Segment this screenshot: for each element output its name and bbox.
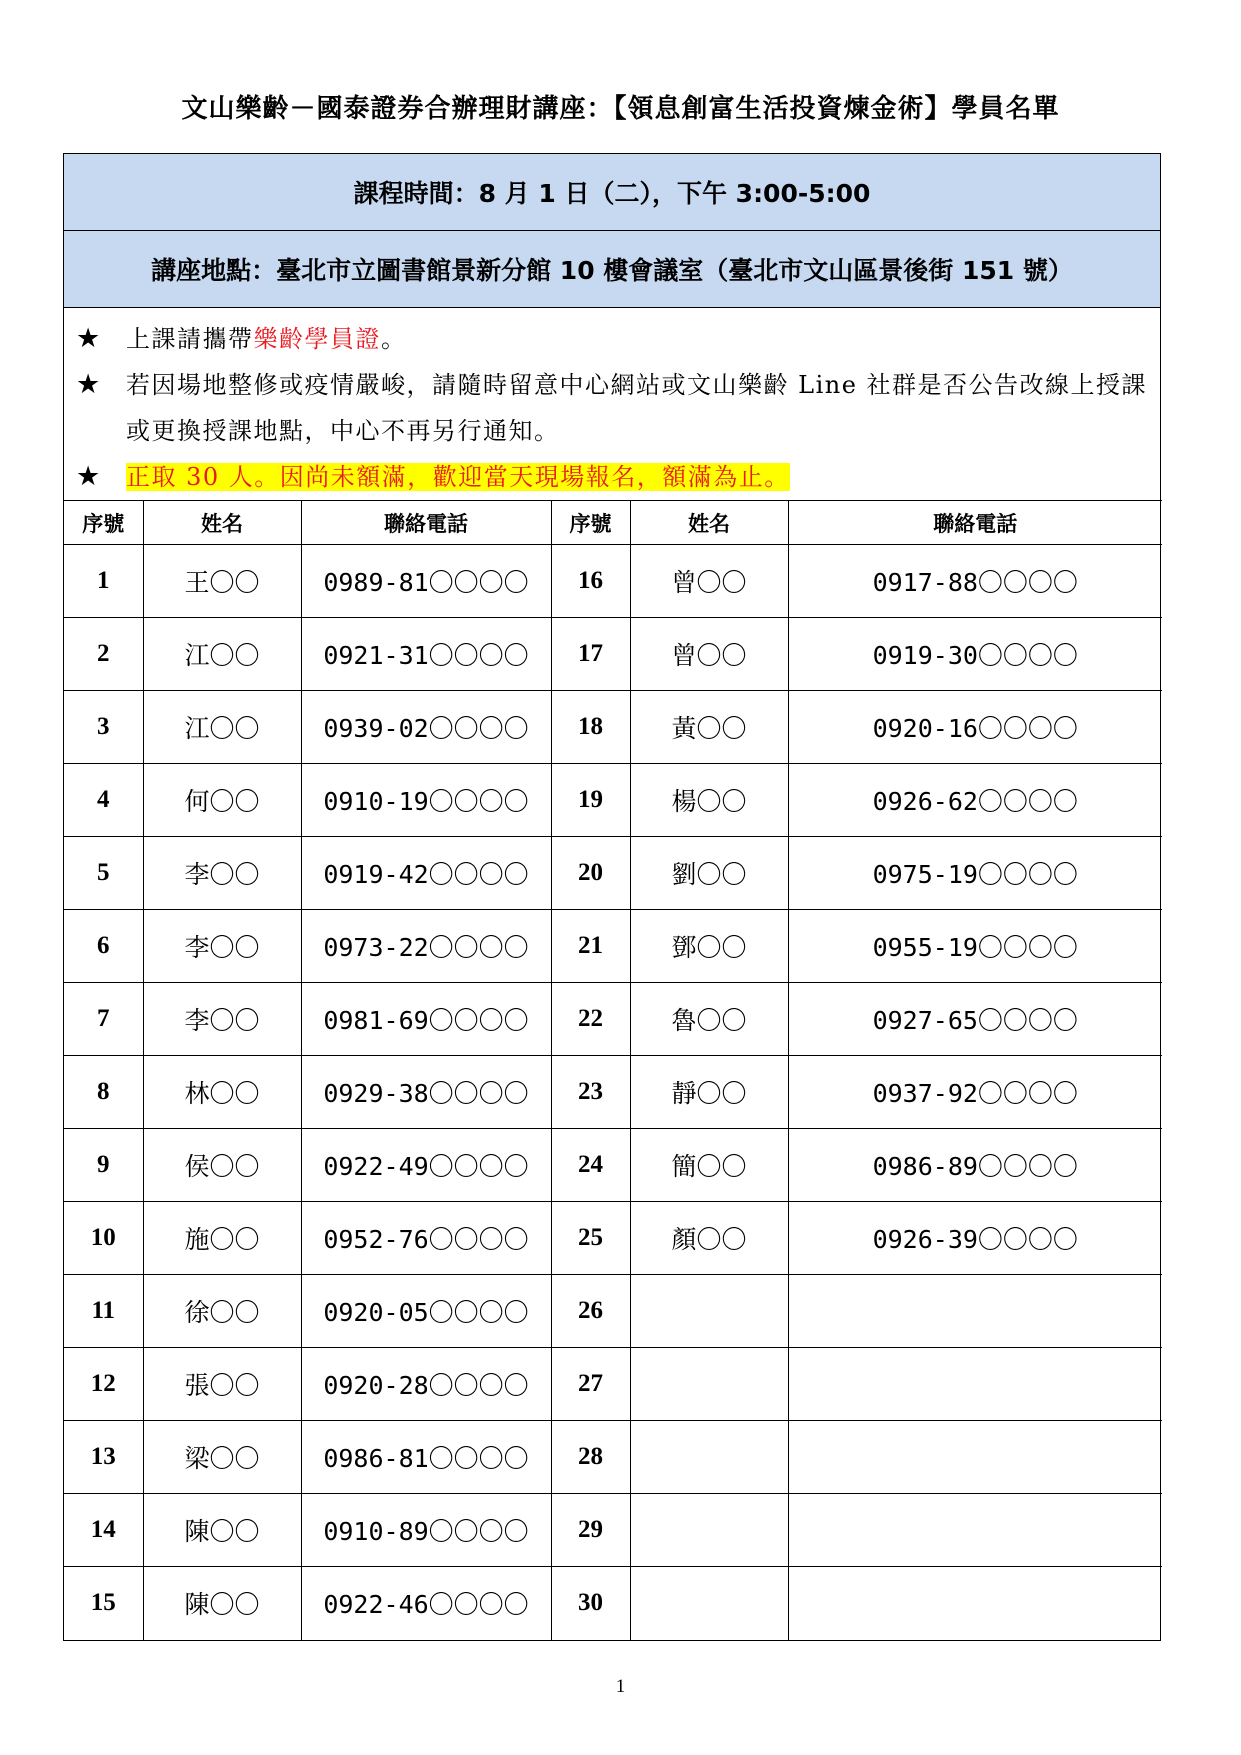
cell-phone: 0929-38〇〇〇〇 <box>301 1056 551 1129</box>
cell-phone: 0922-49〇〇〇〇 <box>301 1129 551 1202</box>
cell-name: 鄧〇〇 <box>630 910 788 983</box>
cell-name <box>630 1494 788 1567</box>
cell-phone: 0939-02〇〇〇〇 <box>301 691 551 764</box>
cell-phone: 0927-65〇〇〇〇 <box>788 983 1162 1056</box>
cell-name <box>630 1348 788 1421</box>
note2-text: 若因場地整修或疫情嚴峻，請隨時留意中心網站或文山樂齡 Line 社群是否公告改線上授課或更換授課地點，中心不再另行通知。 <box>126 371 1148 445</box>
cell-phone <box>788 1275 1162 1348</box>
cell-phone: 0926-62〇〇〇〇 <box>788 764 1162 837</box>
header-phone: 聯絡電話 <box>301 501 551 545</box>
cell-phone <box>788 1348 1162 1421</box>
cell-name: 陳〇〇 <box>143 1494 301 1567</box>
cell-seq: 28 <box>551 1421 630 1494</box>
note-venue-change <box>76 362 1150 454</box>
cell-phone: 0952-76〇〇〇〇 <box>301 1202 551 1275</box>
cell-phone: 0973-22〇〇〇〇 <box>301 910 551 983</box>
cell-name: 王〇〇 <box>143 545 301 618</box>
cell-phone: 0981-69〇〇〇〇 <box>301 983 551 1056</box>
venue: 講座地點：臺北市立圖書館景新分館 10 樓會議室（臺北市文山區景後街 151 號） <box>151 256 1073 285</box>
cell-name: 曾〇〇 <box>630 618 788 691</box>
table-header-row <box>64 501 1162 545</box>
course-time: 課程時間：8 月 1 日（二），下午 3:00-5:00 <box>353 179 871 208</box>
cell-seq: 14 <box>64 1494 143 1567</box>
cell-phone <box>788 1421 1162 1494</box>
cell-phone: 0917-88〇〇〇〇 <box>788 545 1162 618</box>
star-icon: ★ <box>76 461 101 492</box>
cell-seq: 27 <box>551 1348 630 1421</box>
cell-seq: 18 <box>551 691 630 764</box>
cell-phone: 0986-81〇〇〇〇 <box>301 1421 551 1494</box>
cell-seq: 11 <box>64 1275 143 1348</box>
cell-seq: 7 <box>64 983 143 1056</box>
roster-table <box>64 500 1162 1640</box>
cell-phone: 0919-30〇〇〇〇 <box>788 618 1162 691</box>
header-name: 姓名 <box>143 501 301 545</box>
cell-name: 施〇〇 <box>143 1202 301 1275</box>
cell-seq: 22 <box>551 983 630 1056</box>
table-row <box>64 1275 1162 1348</box>
cell-seq: 10 <box>64 1202 143 1275</box>
cell-name: 梁〇〇 <box>143 1421 301 1494</box>
header-seq: 序號 <box>551 501 630 545</box>
cell-name: 侯〇〇 <box>143 1129 301 1202</box>
cell-phone: 0989-81〇〇〇〇 <box>301 545 551 618</box>
table-row <box>64 837 1162 910</box>
cell-name: 魯〇〇 <box>630 983 788 1056</box>
cell-name: 林〇〇 <box>143 1056 301 1129</box>
note-bring-card <box>76 316 1150 362</box>
note-enrollment <box>76 454 1150 500</box>
table-row <box>64 618 1162 691</box>
table-row <box>64 1494 1162 1567</box>
note3-text: 正取 30 人。因尚未額滿，歡迎當天現場報名，額滿為止。 <box>126 463 790 491</box>
cell-phone: 0920-05〇〇〇〇 <box>301 1275 551 1348</box>
table-row <box>64 1056 1162 1129</box>
note1-highlight: 樂齡學員證 <box>253 325 381 353</box>
cell-name: 靜〇〇 <box>630 1056 788 1129</box>
cell-name: 江〇〇 <box>143 691 301 764</box>
table-row <box>64 1421 1162 1494</box>
table-row <box>64 691 1162 764</box>
cell-name: 顏〇〇 <box>630 1202 788 1275</box>
star-icon: ★ <box>76 369 101 400</box>
note1-suffix: 。 <box>381 325 407 353</box>
cell-phone: 0955-19〇〇〇〇 <box>788 910 1162 983</box>
cell-seq: 20 <box>551 837 630 910</box>
cell-name: 簡〇〇 <box>630 1129 788 1202</box>
roster-frame <box>63 153 1161 1641</box>
cell-name: 江〇〇 <box>143 618 301 691</box>
cell-seq: 15 <box>64 1567 143 1640</box>
cell-seq: 4 <box>64 764 143 837</box>
star-icon: ★ <box>76 323 101 354</box>
cell-phone: 0926-39〇〇〇〇 <box>788 1202 1162 1275</box>
table-row <box>64 1567 1162 1640</box>
cell-name: 張〇〇 <box>143 1348 301 1421</box>
cell-name <box>630 1275 788 1348</box>
cell-seq: 8 <box>64 1056 143 1129</box>
cell-seq: 13 <box>64 1421 143 1494</box>
cell-seq: 12 <box>64 1348 143 1421</box>
cell-name <box>630 1567 788 1640</box>
cell-seq: 3 <box>64 691 143 764</box>
header-seq: 序號 <box>64 501 143 545</box>
cell-phone: 0986-89〇〇〇〇 <box>788 1129 1162 1202</box>
table-row <box>64 1202 1162 1275</box>
cell-seq: 19 <box>551 764 630 837</box>
cell-seq: 25 <box>551 1202 630 1275</box>
cell-phone: 0921-31〇〇〇〇 <box>301 618 551 691</box>
cell-phone: 0920-28〇〇〇〇 <box>301 1348 551 1421</box>
cell-phone: 0910-89〇〇〇〇 <box>301 1494 551 1567</box>
cell-phone: 0975-19〇〇〇〇 <box>788 837 1162 910</box>
cell-name: 曾〇〇 <box>630 545 788 618</box>
cell-phone <box>788 1567 1162 1640</box>
cell-name: 何〇〇 <box>143 764 301 837</box>
cell-phone: 0910-19〇〇〇〇 <box>301 764 551 837</box>
cell-phone: 0920-16〇〇〇〇 <box>788 691 1162 764</box>
cell-seq: 24 <box>551 1129 630 1202</box>
table-row <box>64 1129 1162 1202</box>
cell-seq: 6 <box>64 910 143 983</box>
cell-seq: 23 <box>551 1056 630 1129</box>
document-title: 文山樂齡－國泰證券合辦理財講座：【領息創富生活投資煉金術】學員名單 <box>181 94 1060 124</box>
cell-seq: 26 <box>551 1275 630 1348</box>
cell-seq: 5 <box>64 837 143 910</box>
cell-phone: 0922-46〇〇〇〇 <box>301 1567 551 1640</box>
cell-seq: 2 <box>64 618 143 691</box>
venue-band <box>64 231 1160 308</box>
table-row <box>64 983 1162 1056</box>
cell-seq: 17 <box>551 618 630 691</box>
header-phone: 聯絡電話 <box>788 501 1162 545</box>
course-time-band <box>64 154 1160 231</box>
cell-name: 劉〇〇 <box>630 837 788 910</box>
table-row <box>64 910 1162 983</box>
cell-name: 黃〇〇 <box>630 691 788 764</box>
cell-seq: 21 <box>551 910 630 983</box>
page-number: 1 <box>615 1676 626 1697</box>
cell-name: 李〇〇 <box>143 910 301 983</box>
table-row <box>64 764 1162 837</box>
cell-name: 楊〇〇 <box>630 764 788 837</box>
cell-seq: 29 <box>551 1494 630 1567</box>
header-name: 姓名 <box>630 501 788 545</box>
cell-name: 陳〇〇 <box>143 1567 301 1640</box>
cell-name: 徐〇〇 <box>143 1275 301 1348</box>
notes-section <box>64 308 1160 500</box>
cell-seq: 9 <box>64 1129 143 1202</box>
cell-phone <box>788 1494 1162 1567</box>
cell-phone: 0919-42〇〇〇〇 <box>301 837 551 910</box>
cell-name: 李〇〇 <box>143 837 301 910</box>
cell-name <box>630 1421 788 1494</box>
table-row <box>64 545 1162 618</box>
cell-seq: 30 <box>551 1567 630 1640</box>
cell-name: 李〇〇 <box>143 983 301 1056</box>
table-row <box>64 1348 1162 1421</box>
cell-seq: 16 <box>551 545 630 618</box>
cell-phone: 0937-92〇〇〇〇 <box>788 1056 1162 1129</box>
cell-seq: 1 <box>64 545 143 618</box>
note1-prefix: 上課請攜帶 <box>126 325 254 353</box>
